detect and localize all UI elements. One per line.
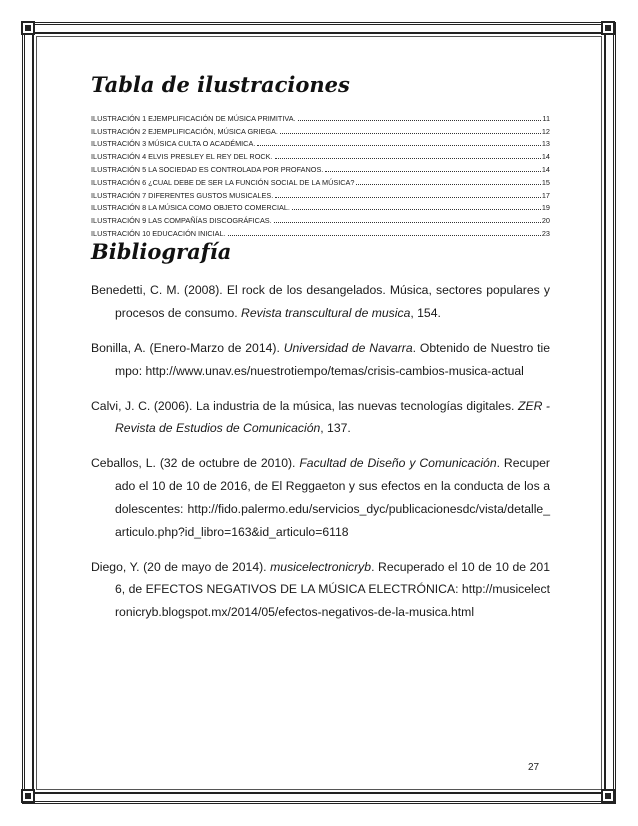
bib-entry-text: Bonilla, A. (Enero-Marzo de 2014). bbox=[91, 340, 284, 355]
toc-entry[interactable] bbox=[91, 124, 550, 137]
toc-dot-leader bbox=[275, 196, 541, 198]
page-content bbox=[91, 72, 550, 631]
toc-dot-leader bbox=[274, 221, 541, 223]
toc-entry-page: 15 bbox=[541, 177, 550, 187]
toc-entry[interactable] bbox=[91, 175, 550, 188]
corner-ornament-top-left bbox=[20, 20, 38, 38]
corner-ornament-top-right bbox=[600, 20, 618, 38]
bibliography-entry bbox=[91, 556, 550, 624]
toc-dot-leader bbox=[298, 119, 542, 121]
table-of-illustrations bbox=[91, 111, 550, 239]
toc-entry-page: 13 bbox=[541, 139, 550, 149]
toc-entry-label: ILUSTRACIÓN 7 DIFERENTES GUSTOS MUSICALES. bbox=[91, 190, 274, 200]
corner-ornament-bottom-left bbox=[20, 788, 38, 806]
toc-entry-label: ILUSTRACIÓN 1 EJEMPLIFICACIÓN DE MÚSICA PRIMITIVA. bbox=[91, 113, 296, 123]
bib-entry-title: Facultad de Diseño y Comunicación bbox=[299, 456, 497, 471]
toc-entry-label: ILUSTRACIÓN 9 LAS COMPAÑÍAS DISCOGRÁFICAS. bbox=[91, 216, 272, 226]
bibliography-entry bbox=[91, 395, 550, 441]
bib-entry-text: Diego, Y. (20 de mayo de 2014). bbox=[91, 559, 271, 574]
toc-entry[interactable] bbox=[91, 137, 550, 150]
bib-entry-text: . Recuperado el 10 de 10 de 2016, de EFECTOS NEGATIVOS DE LA MÚSICA ELECTRÓNICA: http://musicelectronicryb.blogspot.mx/2014/05/efectos-negativos-de-la-musica.html bbox=[115, 559, 550, 620]
bibliography-entry bbox=[91, 337, 550, 383]
toc-dot-leader bbox=[292, 208, 541, 210]
toc-entry-label: ILUSTRACIÓN 8 LA MÚSICA COMO OBJETO COMERCIAL. bbox=[91, 203, 290, 213]
toc-entry-page: 23 bbox=[541, 228, 550, 238]
toc-entry[interactable] bbox=[91, 226, 550, 239]
toc-entry-label: ILUSTRACIÓN 3 MÚSICA CULTA O ACADÉMICA. bbox=[91, 139, 256, 149]
toc-entry[interactable] bbox=[91, 149, 550, 162]
toc-title: Tabla de ilustraciones bbox=[91, 72, 350, 97]
toc-entry-page: 19 bbox=[541, 203, 550, 213]
toc-entry-page: 14 bbox=[541, 152, 550, 162]
corner-ornament-bottom-right bbox=[600, 788, 618, 806]
toc-dot-leader bbox=[356, 183, 540, 185]
toc-dot-leader bbox=[257, 144, 541, 146]
bib-entry-text: . Recuperado el 10 de 10 de 2016, de El Reggaeton y sus efectos en la conducta de los adolescentes: http://fido.palermo.edu/servicios_dyc/publicacionesdc/vista/detalle_articulo.php?id_libro=163&id_articulo=6118 bbox=[115, 456, 550, 539]
toc-dot-leader bbox=[325, 170, 541, 172]
bib-entry-text: , 137. bbox=[320, 421, 351, 436]
toc-entry-label: ILUSTRACIÓN 4 ELVIS PRESLEY EL REY DEL ROCK. bbox=[91, 152, 273, 162]
toc-dot-leader bbox=[228, 234, 541, 236]
toc-dot-leader bbox=[280, 132, 541, 134]
toc-entry-page: 12 bbox=[541, 126, 550, 136]
bib-entry-title: Revista transcultural de musica bbox=[241, 305, 411, 320]
bibliography-title: Bibliografía bbox=[91, 238, 232, 264]
page-number: 27 bbox=[528, 762, 540, 773]
toc-entry[interactable] bbox=[91, 201, 550, 214]
bibliography-list bbox=[91, 279, 550, 624]
toc-entry-page: 11 bbox=[542, 113, 550, 123]
toc-entry-label: ILUSTRACIÓN 6 ¿CUAL DEBE DE SER LA FUNCIÓN SOCIAL DE LA MÚSICA? bbox=[91, 177, 355, 187]
toc-entry[interactable] bbox=[91, 213, 550, 226]
toc-entry[interactable] bbox=[91, 188, 550, 201]
toc-entry[interactable] bbox=[91, 111, 550, 124]
bib-entry-text: , 154. bbox=[410, 305, 441, 320]
toc-entry-label: ILUSTRACIÓN 2 EJEMPLIFICACIÓN, MÚSICA GRIEGA. bbox=[91, 126, 278, 136]
bibliography-entry bbox=[91, 452, 550, 543]
bibliography-entry bbox=[91, 279, 550, 325]
bib-entry-text: . Obtenido de Nuestro tiempo: http://www.unav.es/nuestrotiempo/temas/crisis-cambios-musica-actual bbox=[115, 340, 551, 378]
toc-entry-label: ILUSTRACIÓN 5 LA SOCIEDAD ES CONTROLADA POR PROFANOS. bbox=[91, 164, 324, 174]
bib-entry-text: Calvi, J. C. (2006). La industria de la música, las nuevas tecnologías digitales. bbox=[91, 398, 518, 413]
toc-entry-label: ILUSTRACIÓN 10 EDUCACIÓN INICIAL. bbox=[91, 228, 226, 238]
bib-entry-title: ZER - Revista de Estudios de Comunicación bbox=[115, 398, 550, 436]
toc-entry-page: 14 bbox=[541, 164, 550, 174]
bib-entry-text: Ceballos, L. (32 de octubre de 2010). bbox=[91, 456, 300, 471]
toc-entry-page: 17 bbox=[541, 190, 550, 200]
toc-entry-page: 20 bbox=[541, 216, 550, 226]
bib-entry-title: Universidad de Navarra bbox=[283, 340, 413, 355]
toc-dot-leader bbox=[275, 157, 541, 159]
bib-entry-title: musicelectronicryb bbox=[270, 559, 372, 574]
toc-entry[interactable] bbox=[91, 162, 550, 175]
bib-entry-text: Benedetti, C. M. (2008). El rock de los desangelados. Música, sectores populares y procesos de consumo. bbox=[91, 282, 550, 320]
